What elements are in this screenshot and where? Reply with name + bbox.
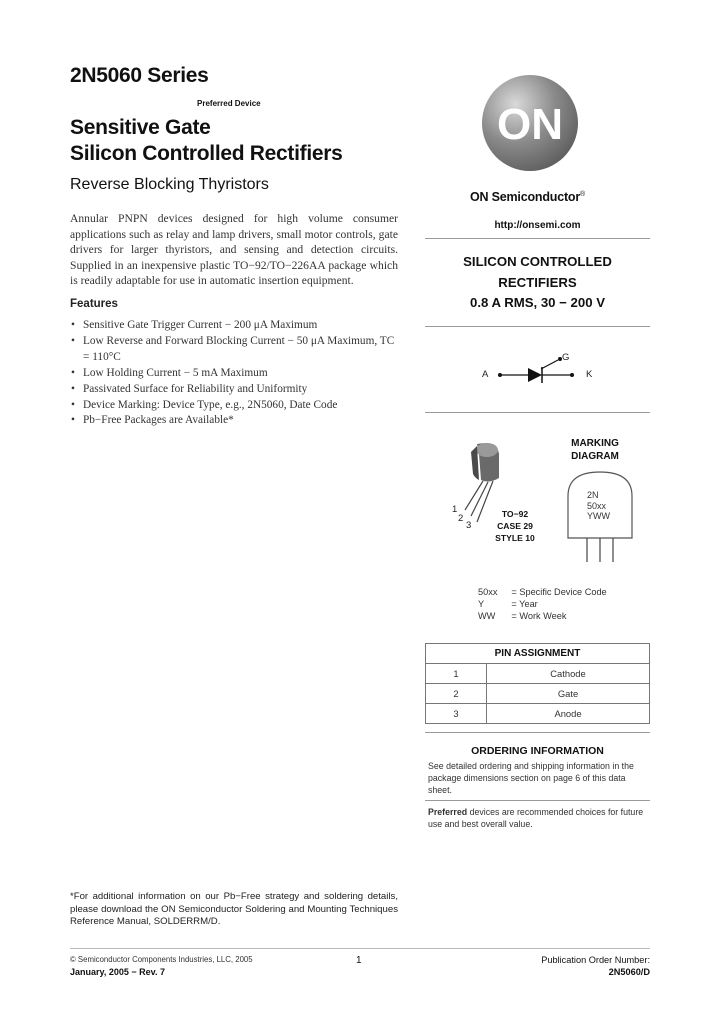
table-header <box>426 644 650 664</box>
feature-item: • Device Marking: Device Type, e.g., 2N5060, Date Code <box>70 398 400 414</box>
pin-cell: 3 <box>426 704 487 724</box>
marking-line-1: 2N <box>587 490 599 500</box>
logo-text: ON <box>497 100 563 149</box>
preferred-note-text: devices are recommended choices for future use and best overall value. <box>428 807 644 829</box>
pin-name-cell: Cathode <box>487 664 650 684</box>
pin-cell: 2 <box>426 684 487 704</box>
gate-label: G <box>562 352 570 363</box>
legend-desc: = Specific Device Code <box>511 587 607 597</box>
intro-paragraph: Annular PNPN devices designed for high volume consumer applications such as relay and lamp drivers, small motor controls, gate drivers for larger thyristors, and sensing and detection circuits. Supplied in an inexpensive plastic TO−92/TO−226AA package which is readily adaptable for use in automatic insertion equipment. <box>70 212 398 287</box>
package-name: TO−92 <box>501 509 529 519</box>
product-heading <box>425 252 650 314</box>
pin-name-cell: Gate <box>487 684 650 704</box>
divider <box>425 238 650 239</box>
divider <box>425 326 650 327</box>
pb-free-footnote: *For additional information on our Pb−Free strategy and soldering details, please download the ON Semiconductor Soldering and Mounting Techniques Reference Manual, SOLDERRM/D. <box>70 891 398 927</box>
page-title <box>70 115 343 167</box>
legend-code: Y <box>478 599 485 609</box>
pin-number: 2 <box>458 513 464 524</box>
scr-symbol-icon <box>480 352 600 392</box>
ordering-title: ORDERING INFORMATION <box>471 745 604 757</box>
package-label <box>485 508 545 544</box>
marking-diagram <box>565 468 635 568</box>
marking-title-line-2: DIAGRAM <box>571 451 619 462</box>
legend-desc: = Work Week <box>511 611 567 621</box>
marking-text <box>587 490 610 522</box>
pin-name-cell: Anode <box>487 704 650 724</box>
table-row <box>426 704 650 724</box>
package-style: STYLE 10 <box>495 533 535 543</box>
scr-symbol <box>480 352 600 392</box>
table-row <box>426 664 650 684</box>
trademark: ® <box>580 190 585 198</box>
anode-label: A <box>482 369 489 380</box>
date-revision: January, 2005 − Rev. 7 <box>70 967 165 977</box>
divider <box>425 732 650 733</box>
divider <box>425 412 650 413</box>
legend-code: WW <box>478 611 496 621</box>
preferred-note-bold: Preferred <box>428 807 468 817</box>
title-line-1: Sensitive Gate <box>70 116 211 139</box>
cathode-label: K <box>586 369 593 380</box>
pin-assignment-title: PIN ASSIGNMENT <box>426 644 650 664</box>
features-heading: Features <box>70 298 118 310</box>
ordering-text: See detailed ordering and shipping information in the package dimensions section on page 6 of this data sheet. <box>428 761 634 795</box>
feature-item: • Passivated Surface for Reliability and Uniformity <box>70 382 400 398</box>
on-logo-icon <box>480 73 580 173</box>
title-line-2: Silicon Controlled Rectifiers <box>70 142 343 165</box>
legend-row <box>478 598 613 610</box>
marking-legend <box>478 586 613 622</box>
features-list <box>70 318 400 429</box>
company-url[interactable]: http://onsemi.com <box>494 220 581 231</box>
feature-item: • Low Reverse and Forward Blocking Current − 50 μA Maximum, TC = 110°C <box>70 334 400 366</box>
pin-number: 3 <box>466 520 472 531</box>
legend-row <box>478 610 613 622</box>
divider <box>425 800 650 801</box>
feature-item: • Pb−Free Packages are Available* <box>70 413 400 429</box>
legend-row <box>478 586 613 598</box>
legend-desc: = Year <box>511 599 538 609</box>
heading-line-1: SILICON CONTROLLED <box>463 254 612 269</box>
marking-line-2: 50xx <box>587 500 607 511</box>
company-name <box>470 190 585 204</box>
subtitle: Reverse Blocking Thyristors <box>70 176 269 193</box>
feature-item: • Low Holding Current − 5 mA Maximum <box>70 366 400 382</box>
feature-item: • Sensitive Gate Trigger Current − 200 μA Maximum <box>70 318 400 334</box>
publication-label: Publication Order Number: <box>541 955 650 965</box>
pin-cell: 1 <box>426 664 487 684</box>
company-label: ON Semiconductor <box>470 190 581 204</box>
copyright: © Semiconductor Components Industries, LLC, 2005 <box>70 955 253 964</box>
footer-divider <box>70 948 650 949</box>
preferred-device-label: Preferred Device <box>197 99 261 108</box>
series-title: 2N5060 Series <box>70 64 209 87</box>
table-row <box>426 684 650 704</box>
legend-code: 50xx <box>478 587 498 597</box>
pin-assignment-table <box>425 643 650 724</box>
heading-line-3: 0.8 A RMS, 30 − 200 V <box>470 295 605 310</box>
publication-number: 2N5060/D <box>608 967 650 977</box>
preferred-note <box>428 806 650 830</box>
pin-number: 1 <box>452 504 458 515</box>
marking-title-line-1: MARKING <box>571 438 619 449</box>
page-number: 1 <box>356 955 362 966</box>
marking-diagram-title <box>545 437 645 463</box>
heading-line-2: RECTIFIERS <box>498 274 577 290</box>
marking-line-3: YWW <box>587 511 610 521</box>
on-semiconductor-logo <box>480 73 580 173</box>
package-case: CASE 29 <box>497 521 533 531</box>
